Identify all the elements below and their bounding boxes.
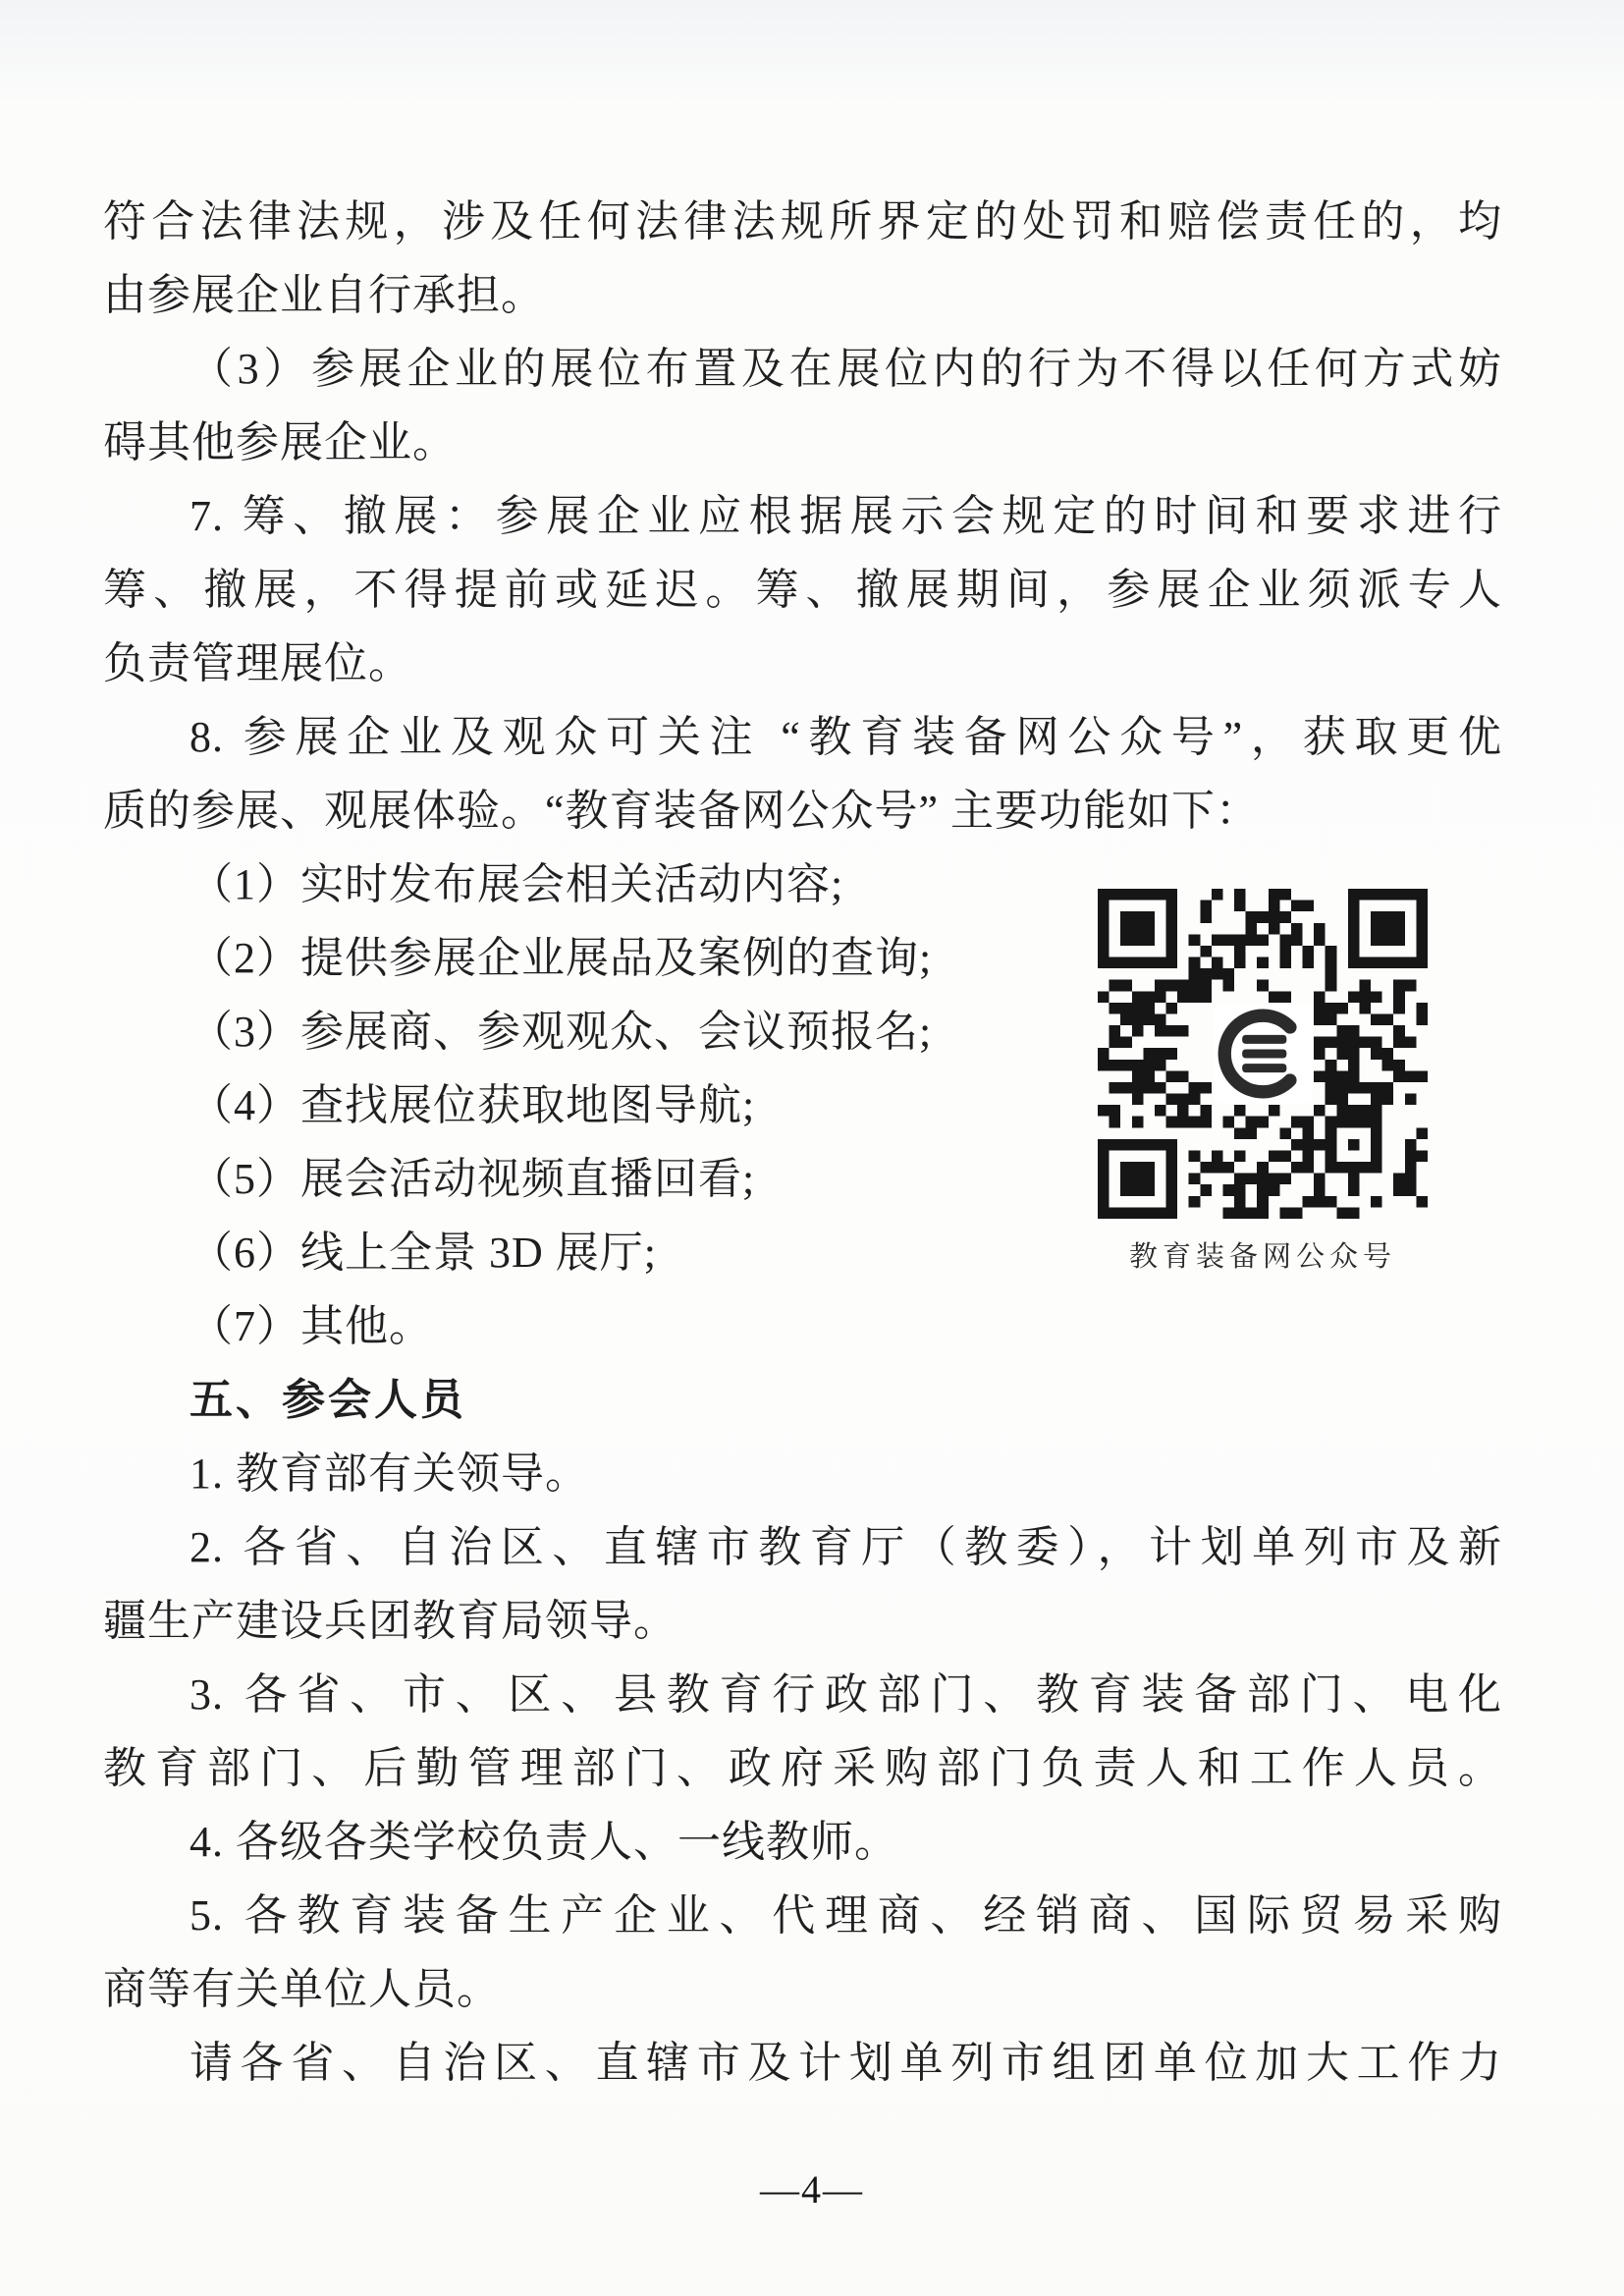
text-line: 5. 各教育装备生产企业、代理商、经销商、国际贸易采购	[189, 1891, 1502, 1940]
qr-caption: 教育装备网公众号	[1128, 1241, 1396, 1273]
qr-figure	[1098, 889, 1428, 1275]
text-line: 教育部门、后勤管理部门、政府采购部门负责人和工作人员。	[103, 1744, 1502, 1792]
text-line: （3）参展企业的展位布置及在展位内的行为不得以任何方式妨	[189, 345, 1502, 393]
text-line: 碍其他参展企业。	[103, 418, 457, 466]
qr-code-icon	[1098, 889, 1428, 1219]
text-line: 由参展企业自行承担。	[103, 271, 545, 319]
text-line: 8. 参展企业及观众可关注 “教育装备网公众号”，获取更优	[189, 713, 1502, 761]
text-line: 请各省、自治区、直辖市及计划单列市组团单位加大工作力	[189, 2039, 1502, 2087]
text-line: 质的参展、观展体验。“教育装备网公众号” 主要功能如下：	[103, 787, 1261, 835]
text-line: （2）提供参展企业展品及案例的查询;	[189, 934, 933, 982]
text-line: 筹、撤展，不得提前或延迟。筹、撤展期间，参展企业须派专人	[103, 566, 1502, 614]
text-line: 疆生产建设兵团教育局领导。	[103, 1597, 677, 1645]
text-line: （1）实时发布展会相关活动内容;	[189, 860, 844, 908]
page-number: —4—	[760, 2167, 864, 2212]
section-heading: 五、参会人员	[189, 1376, 466, 1424]
text-line: 1. 教育部有关领导。	[189, 1449, 589, 1498]
text-line: （3）参展商、参观观众、会议预报名;	[189, 1008, 933, 1056]
text-line: 商等有关单位人员。	[103, 1965, 501, 2013]
text-line: 3. 各省、市、区、县教育行政部门、教育装备部门、电化	[189, 1670, 1502, 1719]
text-line: 2. 各省、自治区、直辖市教育厅（教委），计划单列市及新	[189, 1523, 1502, 1571]
text-line: 4. 各级各类学校负责人、一线教师。	[189, 1818, 898, 1866]
text-line: （6）线上全景 3D 展厅;	[189, 1229, 657, 1277]
text-line: （5）展会活动视频直播回看;	[189, 1155, 756, 1203]
text-line: 7. 筹、撤展：参展企业应根据展示会规定的时间和要求进行	[189, 492, 1502, 540]
text-line: （7）其他。	[189, 1302, 433, 1350]
text-line: 负责管理展位。	[103, 639, 412, 687]
text-line: （4）查找展位获取地图导航;	[189, 1081, 756, 1129]
text-line: 符合法律法规，涉及任何法律法规所界定的处罚和赔偿责任的，均	[103, 197, 1502, 246]
